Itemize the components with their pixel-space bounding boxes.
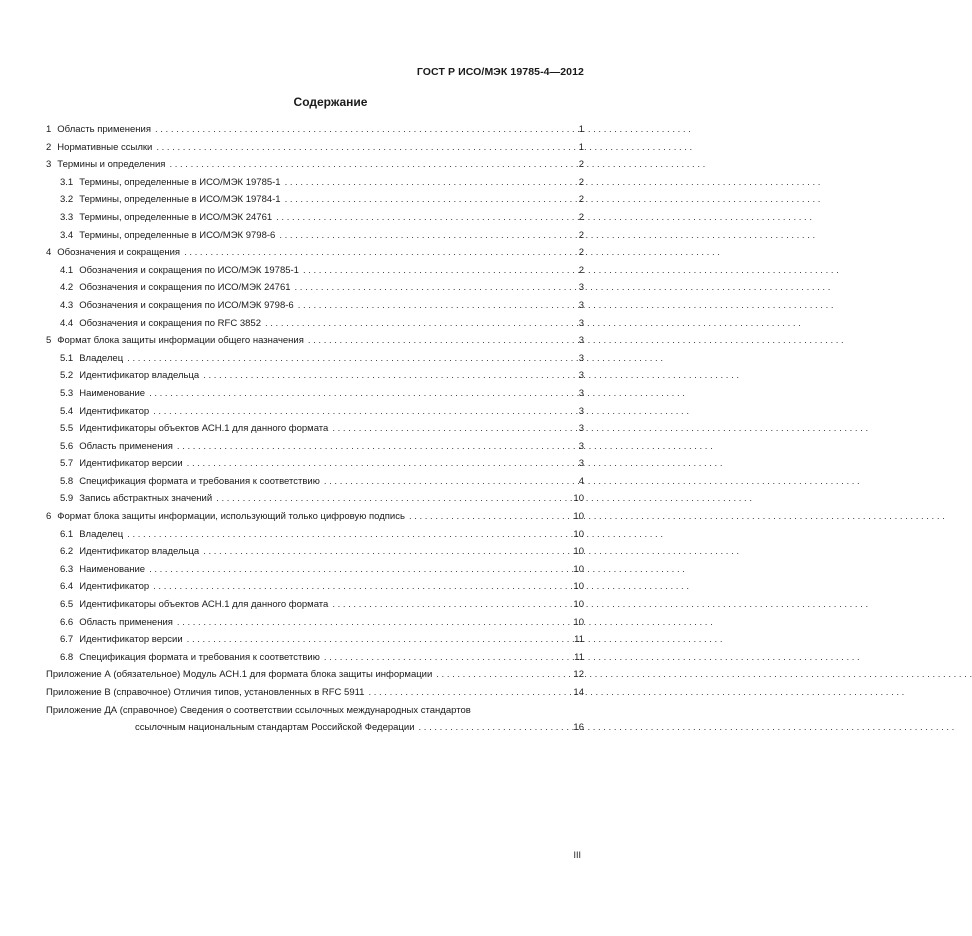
toc-entry-number: 3 xyxy=(46,159,52,171)
toc-entry-title: Запись абстрактных значений xyxy=(79,493,213,505)
toc-entry[interactable] xyxy=(46,403,584,421)
toc-entry-title: Приложение В (справочное) Отличия типов, установленных в RFC 5911 xyxy=(46,687,365,698)
toc-entry-page: 12 xyxy=(573,669,584,681)
toc-leader-dots xyxy=(285,191,568,209)
toc-title: Содержание xyxy=(293,95,368,109)
toc-leader-dots xyxy=(279,227,568,245)
toc-entry-title: Область применения xyxy=(79,616,173,628)
toc-entry-title: Обозначения и сокращения по ИСО/МЭК 19785-1 xyxy=(79,264,299,276)
toc-leader-dots xyxy=(153,578,568,596)
toc-leader-dots xyxy=(149,385,568,403)
toc-entry[interactable] xyxy=(46,508,584,526)
toc-leader-dots xyxy=(153,403,568,421)
toc-entry-number: 4 xyxy=(46,247,52,259)
toc-entry-title: Термины, определенные в ИСО/МЭК 24761 xyxy=(79,211,273,223)
toc-entry-title: Идентификатор версии xyxy=(79,634,183,646)
toc-leader-dots xyxy=(298,297,568,315)
toc-entry[interactable] xyxy=(46,227,584,245)
toc-entry-number: 3.4 xyxy=(60,229,74,241)
toc-leader-dots xyxy=(303,262,568,280)
toc-entry-title: Обозначения и сокращения по RFC 3852 xyxy=(79,317,261,329)
toc-leader-dots xyxy=(332,596,568,614)
toc-entry-title: Спецификация формата и требования к соответствию xyxy=(79,475,320,487)
toc-leader-dots xyxy=(203,367,568,385)
toc-entry-number: 4.3 xyxy=(60,299,74,311)
toc-entry-title: Термины и определения xyxy=(57,159,166,171)
toc-entry-page: 2 xyxy=(578,176,584,188)
toc-leader-dots xyxy=(203,543,568,561)
toc-leader-dots xyxy=(332,420,568,438)
toc-entry-page: 2 xyxy=(578,211,584,223)
toc-entry[interactable] xyxy=(46,174,584,192)
toc-leader-dots xyxy=(169,156,568,174)
toc-entry-number: 5.9 xyxy=(60,493,74,505)
toc-entry[interactable] xyxy=(46,385,584,403)
toc-entry-number: 3.2 xyxy=(60,194,74,206)
toc-entry-title: Владелец xyxy=(79,352,124,364)
toc-leader-dots xyxy=(285,174,568,192)
toc-entry-title: Область применения xyxy=(79,440,173,452)
toc-entry-title: Идентификатор владельца xyxy=(79,370,200,382)
toc-entry-page: 3 xyxy=(578,440,584,452)
toc-entry-number: 4.1 xyxy=(60,264,74,276)
toc-entry[interactable] xyxy=(46,262,584,280)
toc-entry-page: 4 xyxy=(578,475,584,487)
toc-entry-page: 3 xyxy=(578,423,584,435)
toc-entry-number: 6.5 xyxy=(60,599,74,611)
toc-entry-title: Спецификация формата и требования к соответствию xyxy=(79,651,320,663)
toc-entry-page: 3 xyxy=(578,299,584,311)
toc-leader-dots xyxy=(409,508,568,526)
toc-entry-number: 5.4 xyxy=(60,405,74,417)
toc-entry-number: 4.4 xyxy=(60,317,74,329)
toc-entry-title: Идентификаторы объектов АСН.1 для данного формата xyxy=(79,423,329,435)
toc-entry-page: 3 xyxy=(578,387,584,399)
toc-leader-dots xyxy=(216,490,568,508)
toc-entry-number: 5 xyxy=(46,335,52,347)
toc-entry-number: 6.3 xyxy=(60,563,74,575)
toc-entry-title: ссылочным национальным стандартам Российской Федерации xyxy=(135,722,415,734)
toc-entry[interactable] xyxy=(46,156,584,174)
page-number: III xyxy=(573,850,581,860)
toc-entry-page: 10 xyxy=(573,563,584,575)
toc-entry-number: 2 xyxy=(46,141,52,153)
toc-entry[interactable] xyxy=(46,526,584,544)
toc-entry-title: Приложение А (обязательное) Модуль АСН.1 для формата блока защиты информации xyxy=(46,669,433,681)
toc-entry-page: 10 xyxy=(573,581,584,593)
toc-entry-page: 2 xyxy=(578,229,584,241)
toc-entry-title: Обозначения и сокращения по ИСО/МЭК 9798-6 xyxy=(79,299,294,311)
toc-entry-page: 2 xyxy=(578,159,584,171)
toc-leader-dots xyxy=(265,315,568,333)
toc-entry-title: Идентификатор xyxy=(79,405,150,417)
toc-entry-number: 5.2 xyxy=(60,370,74,382)
toc-entry-page: 3 xyxy=(578,370,584,382)
toc-entry-page: 2 xyxy=(578,247,584,259)
toc-entry-number: 6.7 xyxy=(60,634,74,646)
toc-leader-dots xyxy=(324,649,568,667)
toc-entry-title: Нормативные ссылки xyxy=(57,141,153,153)
toc-leader-dots xyxy=(177,614,568,632)
toc-entry[interactable] xyxy=(46,367,584,385)
toc-entry[interactable] xyxy=(46,209,584,227)
toc-leader-dots xyxy=(187,631,568,649)
toc-leader-dots xyxy=(177,438,568,456)
toc-entry[interactable] xyxy=(46,332,584,350)
toc-entry[interactable] xyxy=(46,614,584,632)
toc-entry[interactable] xyxy=(46,191,584,209)
toc-entry[interactable] xyxy=(46,490,584,508)
toc-entry-page: 10 xyxy=(573,546,584,558)
toc-entry-page: 2 xyxy=(578,264,584,276)
toc-entry[interactable] xyxy=(46,649,584,667)
toc-entry-number: 5.3 xyxy=(60,387,74,399)
toc-entry-title: Наименование xyxy=(79,563,146,575)
toc-leader-dots xyxy=(127,526,568,544)
toc-entry[interactable] xyxy=(46,350,584,368)
toc-entry-page: 3 xyxy=(578,282,584,294)
toc-entry-page: 11 xyxy=(574,651,584,663)
toc-entry-title: Идентификаторы объектов АСН.1 для данного формата xyxy=(79,599,329,611)
toc-leader-dots xyxy=(324,473,568,491)
toc-entry-page: 10 xyxy=(573,599,584,611)
toc-leader-dots xyxy=(184,244,568,262)
toc-entry-number: 4.2 xyxy=(60,282,74,294)
toc-entry-number: 1 xyxy=(46,124,52,135)
toc-entry-number: 5.5 xyxy=(60,423,74,435)
toc-entry-page: 1 xyxy=(578,141,584,153)
toc-entry-number: 5.7 xyxy=(60,458,74,470)
toc-entry-title: Область применения xyxy=(57,124,151,135)
toc-entry-page: 1 xyxy=(578,124,584,135)
toc-entry[interactable] xyxy=(46,455,584,473)
toc-entry-title: Обозначения и сокращения по ИСО/МЭК 24761 xyxy=(79,282,291,294)
toc-entry[interactable] xyxy=(46,297,584,315)
toc-entry-title: Формат блока защиты информации, использующий только цифровую подпись xyxy=(57,511,405,523)
toc-entry-title: Формат блока защиты информации общего назначения xyxy=(57,335,304,347)
toc-entry-title: Идентификатор владельца xyxy=(79,546,200,558)
toc-entry-number: 6.4 xyxy=(60,581,74,593)
toc-entry-page: 16 xyxy=(573,722,584,734)
toc-entry[interactable] xyxy=(46,315,584,333)
toc-entry-page: 3 xyxy=(578,405,584,417)
toc-entry-page: 14 xyxy=(573,687,584,698)
toc-entry-title: Обозначения и сокращения xyxy=(57,247,181,259)
toc-entry-title: Приложение ДА (справочное) Сведения о соответствии ссылочных международных стандартов xyxy=(46,704,471,716)
toc-entry-number: 5.6 xyxy=(60,440,74,452)
toc-leader-dots xyxy=(187,455,568,473)
toc-leader-dots xyxy=(149,561,568,579)
toc-entry-title: Наименование xyxy=(79,387,146,399)
toc-entry-page: 3 xyxy=(578,458,584,470)
toc-entry-number: 6.1 xyxy=(60,528,74,540)
toc-entry[interactable] xyxy=(46,543,584,561)
toc-entry[interactable] xyxy=(46,666,584,684)
toc-entry-page: 11 xyxy=(574,634,584,646)
toc-entry-number: 6.6 xyxy=(60,616,74,628)
toc-entry-page: 10 xyxy=(573,493,584,505)
toc-entry-title: Термины, определенные в ИСО/МЭК 19785-1 xyxy=(79,176,281,188)
toc-entry-title: Идентификатор версии xyxy=(79,458,183,470)
toc-entry[interactable] xyxy=(46,438,584,456)
toc-entry-number: 6 xyxy=(46,511,52,523)
toc-leader-dots xyxy=(127,350,568,368)
toc-entry-number: 5.8 xyxy=(60,475,74,487)
toc-entry-number: 5.1 xyxy=(60,352,74,364)
toc-entry[interactable] xyxy=(46,473,584,491)
toc-entry[interactable] xyxy=(46,561,584,579)
toc-leader-dots xyxy=(419,719,568,737)
toc-entry-appendix-da-continued[interactable] xyxy=(46,719,584,737)
standard-designation: ГОСТ Р ИСО/МЭК 19785-4—2012 xyxy=(416,66,584,78)
toc-entry-title: Идентификатор xyxy=(79,581,150,593)
toc-entry[interactable] xyxy=(46,420,584,438)
toc-entry-title: Термины, определенные в ИСО/МЭК 9798-6 xyxy=(79,229,276,241)
toc-entry-appendix-da[interactable] xyxy=(46,702,584,720)
toc-entry-title: Термины, определенные в ИСО/МЭК 19784-1 xyxy=(79,194,281,206)
toc-leader-dots xyxy=(436,666,568,684)
toc-leader-dots xyxy=(155,121,568,139)
toc-entry-page: 10 xyxy=(573,616,584,628)
table-of-contents xyxy=(46,121,584,737)
toc-leader-dots xyxy=(295,279,568,297)
toc-entry[interactable] xyxy=(46,578,584,596)
toc-entry[interactable] xyxy=(46,684,584,702)
toc-entry-page: 10 xyxy=(573,511,584,523)
toc-entry-number: 6.2 xyxy=(60,546,74,558)
toc-entry[interactable] xyxy=(46,244,584,262)
toc-entry[interactable] xyxy=(46,279,584,297)
toc-leader-dots xyxy=(308,332,568,350)
toc-entry[interactable] xyxy=(46,139,584,157)
toc-entry-page: 3 xyxy=(578,317,584,329)
toc-entry-number: 3.3 xyxy=(60,211,74,223)
toc-entry-title: Владелец xyxy=(79,528,124,540)
toc-entry-page: 3 xyxy=(578,335,584,347)
toc-leader-dots xyxy=(156,139,568,157)
toc-entry-number: 6.8 xyxy=(60,651,74,663)
toc-entry-number: 3.1 xyxy=(60,176,74,188)
toc-entry[interactable] xyxy=(46,596,584,614)
toc-entry-page: 2 xyxy=(578,194,584,206)
toc-entry[interactable] xyxy=(46,121,584,139)
toc-entry-page: 10 xyxy=(573,528,584,540)
toc-entry-page: 3 xyxy=(578,352,584,364)
toc-leader-dots xyxy=(276,209,568,227)
toc-entry[interactable] xyxy=(46,631,584,649)
toc-leader-dots xyxy=(368,684,568,702)
